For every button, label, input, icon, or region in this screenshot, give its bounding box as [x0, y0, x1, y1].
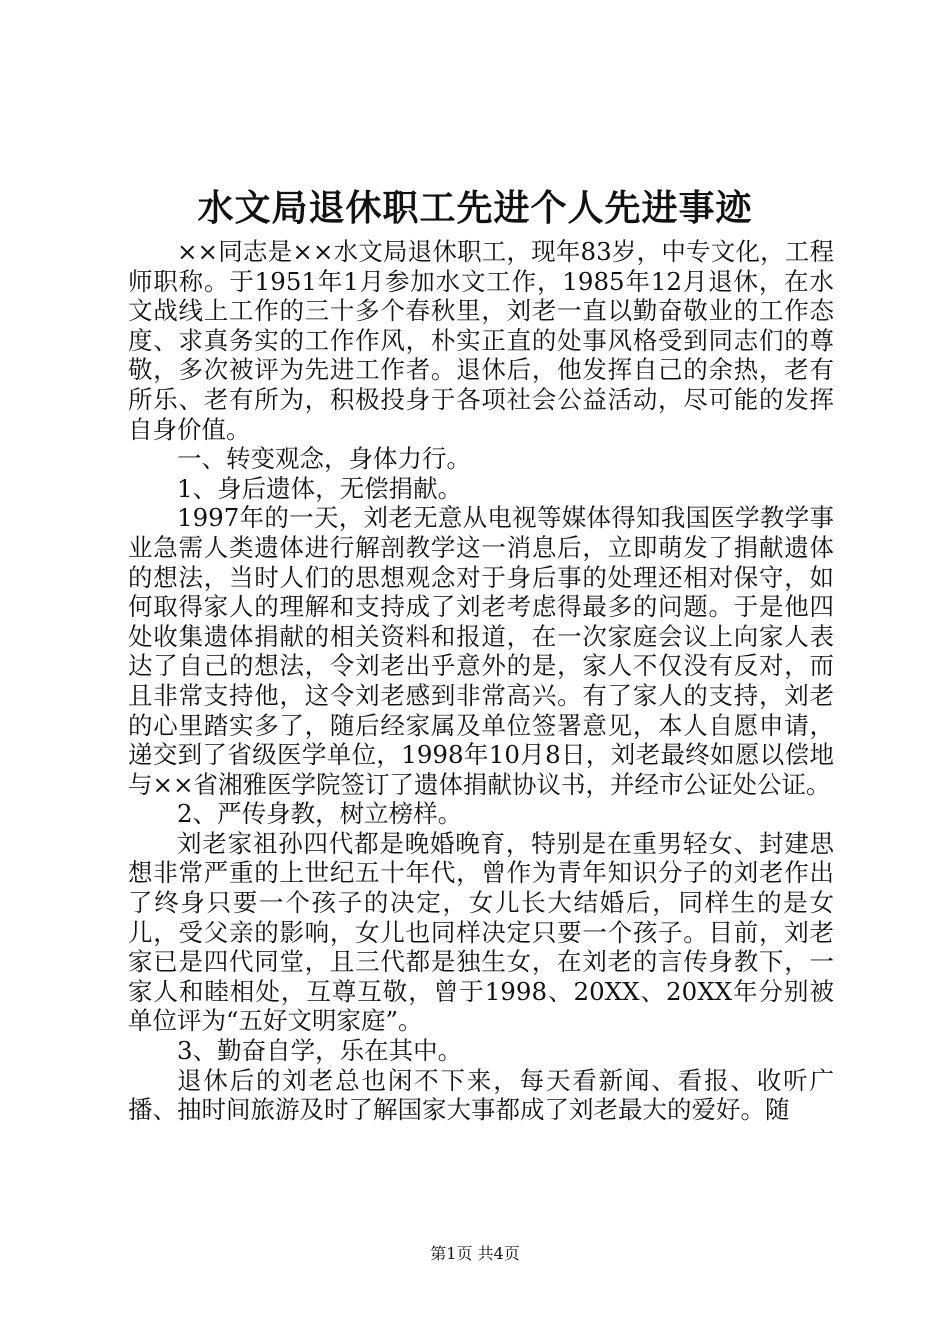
document-body: [128, 237, 834, 1125]
subsection-heading-3: 3、勤奋自学，乐在其中。: [177, 1036, 463, 1066]
intro-paragraph: ××同志是××水文局退休职工，现年83岁，中专文化，工程师职称。于1951年1月参加水文工作，1985年12月退休，在水文战线上工作的三十多个春秋里，刘老一直以勤奋敬业的工作态度、求真务实的工作作风，朴实正直的处事风格受到同志们的尊敬，多次被评为先进工作者。退休后，他发挥自己的余热，老有所乐、老有所为，积极投身于各项社会公益活动，尽可能的发挥自身价值。: [128, 237, 834, 444]
subsection-heading-1: 1、身后遗体，无偿捐献。: [177, 473, 463, 503]
section-heading-1: 一、转变观念，身体力行。: [177, 444, 471, 474]
body-paragraph-family: 刘老家祖孙四代都是晚婚晚育，特别是在重男轻女、封建思想非常严重的上世纪五十年代，曾作为青年知识分子的刘老作出了终身只要一个孩子的决定，女儿长大结婚后，同样生的是女儿，受父亲的影响，女儿也同样决定只要一个孩子。目前，刘老家已是四代同堂，且三代都是独生女，在刘老的言传身教下，一家人和睦相处，互尊互敬，曾于1998、20XX、20XX年分别被单位评为“五好文明家庭”。: [128, 828, 834, 1036]
document-title: 水文局退休职工先进个人先进事迹: [197, 187, 753, 229]
body-paragraph-donation: 1997年的一天，刘老无意从电视等媒体得知我国医学教学事业急需人类遗体进行解剖教学这一消息后，立即萌发了捐献遗体的想法，当时人们的思想观念对于身后事的处理还相对保守，如何取得家人的理解和支持成了刘老考虑得最多的问题。于是他四处收集遗体捐献的相关资料和报道，在一次家庭会议上向家人表达了自己的想法，令刘老出乎意外的是，家人不仅没有反对，而且非常支持他，这令刘老感到非常高兴。有了家人的支持，刘老的心里踏实多了，随后经家属及单位签署意见，本人自愿申请，递交到了省级医学单位，1998年10月8日，刘老最终如愿以偿地与××省湘雅医学院签订了遗体捐献协议书，并经市公证处公证。: [128, 503, 834, 799]
subsection-heading-2: 2、严传身教，树立榜样。: [177, 799, 463, 829]
page-number-footer: 第1页 共4页: [430, 1244, 520, 1263]
body-paragraph-study: 退休后的刘老总也闲不下来，每天看新闻、看报、收听广播、抽时间旅游及时了解国家大事都成了刘老最大的爱好。随: [128, 1065, 834, 1125]
